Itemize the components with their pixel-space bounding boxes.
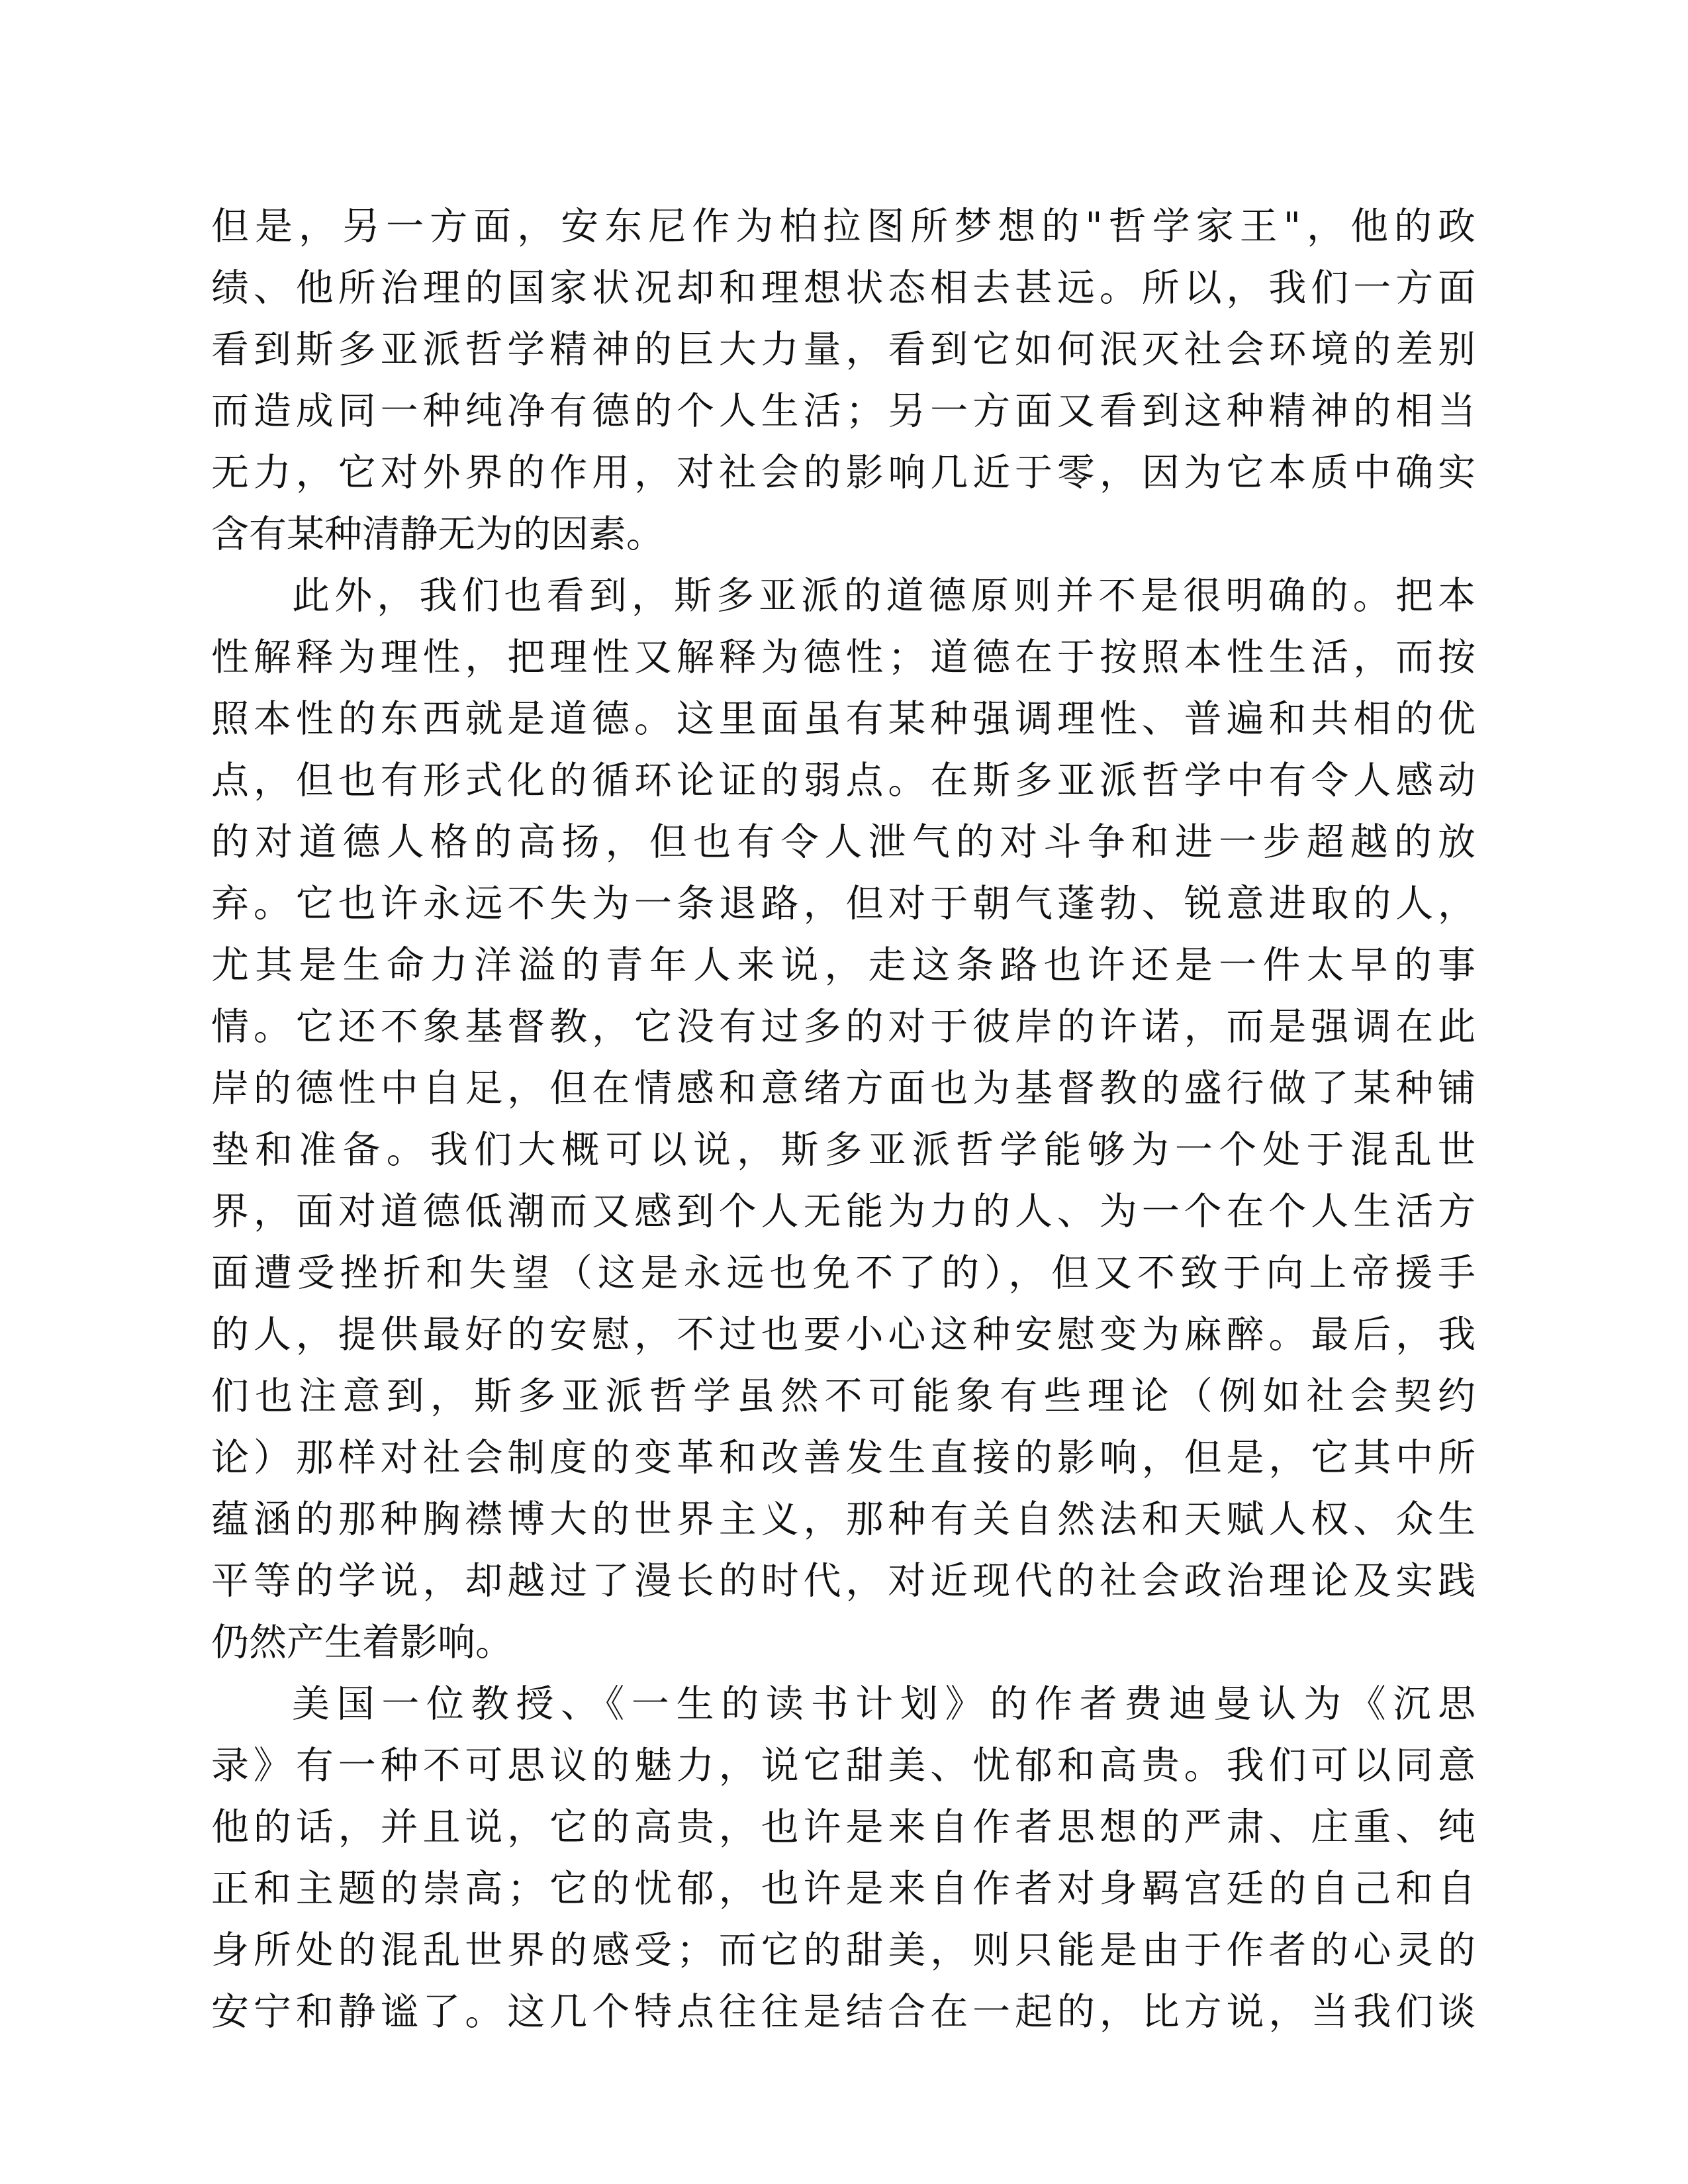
text-line: 的人，提供最好的安慰，不过也要小心这种安慰变为麻醉。最后，我 xyxy=(211,1313,1476,1356)
text-line: 正和主题的崇高；它的忧郁，也许是来自作者对身羁宫廷的自己和自 xyxy=(211,1867,1476,1911)
text-line: 性解释为理性，把理性又解释为德性；道德在于按照本性生活，而按 xyxy=(211,636,1476,679)
text-line: 身所处的混乱世界的感受；而它的甜美，则只能是由于作者的心灵的 xyxy=(211,1928,1476,1972)
paragraph-1 xyxy=(211,196,1476,565)
text-line: 绩、他所治理的国家状况却和理想状态相去甚远。所以，我们一方面 xyxy=(211,266,1476,310)
text-line: 尤其是生命力洋溢的青年人来说，走这条路也许还是一件太早的事 xyxy=(211,943,1476,987)
text-line: 情。它还不象基督教，它没有过多的对于彼岸的许诺，而是强调在此 xyxy=(211,1005,1476,1049)
text-line: 面遭受挫折和失望（这是永远也免不了的），但又不致于向上帝援手 xyxy=(211,1251,1476,1295)
body-text xyxy=(211,196,1476,2043)
text-line: 照本性的东西就是道德。这里面虽有某种强调理性、普遍和共相的优 xyxy=(211,697,1476,741)
text-line: 无力，它对外界的作用，对社会的影响几近于零，因为它本质中确实 xyxy=(211,451,1476,495)
text-line: 们也注意到，斯多亚派哲学虽然不可能象有些理论（例如社会契约 xyxy=(211,1374,1476,1418)
text-line: 弃。它也许永远不失为一条退路，但对于朝气蓬勃、锐意进取的人， xyxy=(211,882,1476,926)
paragraph-3 xyxy=(211,1674,1476,2043)
text-line: 仍然产生着影响。 xyxy=(211,1621,513,1664)
text-line: 蕴涵的那种胸襟博大的世界主义，那种有关自然法和天赋人权、众生 xyxy=(211,1497,1476,1541)
text-line: 点，但也有形式化的循环论证的弱点。在斯多亚派哲学中有令人感动 xyxy=(211,759,1476,802)
text-line: 但是，另一方面，安东尼作为柏拉图所梦想的"哲学家王"，他的政 xyxy=(211,205,1476,248)
text-line: 论）那样对社会制度的变革和改善发生直接的影响，但是，它其中所 xyxy=(211,1436,1476,1480)
text-line: 而造成同一种纯净有德的个人生活；另一方面又看到这种精神的相当 xyxy=(211,389,1476,433)
text-line: 平等的学说，却越过了漫长的时代，对近现代的社会政治理论及实践 xyxy=(211,1559,1476,1603)
text-line: 含有某种清静无为的因素。 xyxy=(211,512,664,556)
text-line: 的对道德人格的高扬，但也有令人泄气的对斗争和进一步超越的放 xyxy=(211,820,1476,864)
text-line: 看到斯多亚派哲学精神的巨大力量，看到它如何泯灭社会环境的差别 xyxy=(211,328,1476,371)
text-line: 岸的德性中自足，但在情感和意绪方面也为基督教的盛行做了某种铺 xyxy=(211,1067,1476,1110)
text-line: 此外，我们也看到，斯多亚派的道德原则并不是很明确的。把本 xyxy=(292,574,1476,618)
text-line: 安宁和静谧了。这几个特点往往是结合在一起的，比方说，当我们谈 xyxy=(211,1990,1476,2034)
text-line: 垫和准备。我们大概可以说，斯多亚派哲学能够为一个处于混乱世 xyxy=(211,1128,1476,1172)
text-line: 录》有一种不可思议的魅力，说它甜美、忧郁和高贵。我们可以同意 xyxy=(211,1744,1476,1787)
text-line: 界，面对道德低潮而又感到个人无能为力的人、为一个在个人生活方 xyxy=(211,1190,1476,1233)
text-line: 他的话，并且说，它的高贵，也许是来自作者思想的严肃、庄重、纯 xyxy=(211,1805,1476,1849)
paragraph-2 xyxy=(211,565,1476,1674)
text-line: 美国一位教授、《一生的读书计划》的作者费迪曼认为《沉思 xyxy=(292,1682,1476,1726)
